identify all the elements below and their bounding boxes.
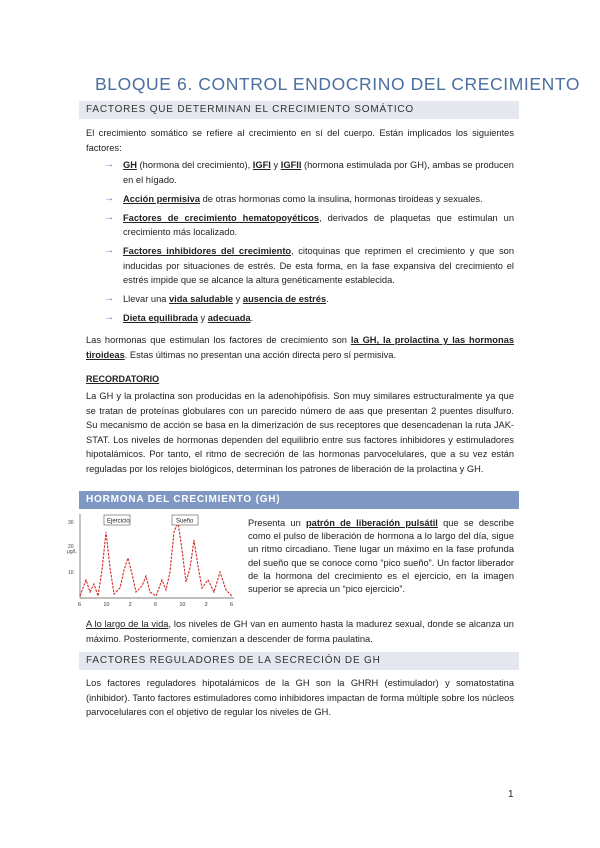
- arrow-right-icon: →: [104, 293, 114, 304]
- x-tick-label: 10: [179, 602, 186, 608]
- arrow-right-icon: →: [104, 192, 114, 204]
- hormones-paragraph: Las hormonas que estimulan los factores de crecimiento son la GH, la prolactina y las hormonas tiroideas. Estas últimas no presentan una acción directa pero sí permisiva.: [86, 335, 514, 360]
- recordatorio-paragraph: La GH y la prolactina son producidas en la adenohipófisis. Son muy similares estructuralmente ya que se tratan de proteínas globulares con un parecido número de aas que presentan 2 puentes disulfuro. Su mecanismo de acción se basa en la dimerización de sus receptores que desencadenan la ruta JAK-STAT. Los niveles de hormonas dependen del equilibrio entre sus factores inhibidores y estimuladores hipotalámicos. Por tanto, el ritmo de secreción de las hormonas parvocelulares, que a su vez están reguladas por los relojes biológicos, determinan los patrones de liberación de la prolactina y GH.: [86, 391, 514, 474]
- list-item: → Dieta equilibrada y adecuada.: [104, 311, 514, 326]
- factors-list: [104, 158, 514, 330]
- list-item: → Factores inhibidores del crecimiento, citoquinas que reprimen el crecimiento y que son inducidas por situaciones de estrés. De esta forma, en la fase expansiva del crecimiento el estrés impide que se alcance la altura genéticamente establecida.: [104, 245, 514, 285]
- section-heading-gh: HORMONA DEL CRECIMIENTO (GH): [79, 491, 519, 509]
- x-tick-label: 2: [128, 602, 132, 608]
- arrow-right-icon: →: [104, 159, 114, 170]
- annotation-sueno: Sueño: [176, 518, 194, 525]
- section-heading-factores: FACTORES QUE DETERMINAN EL CRECIMIENTO SOMÁTICO: [79, 101, 519, 119]
- list-item: → Acción permisiva de otras hormonas como la insulina, hormonas tiroideas y sexuales.: [104, 192, 514, 207]
- x-tick-label: 6: [230, 602, 234, 608]
- arrow-right-icon: →: [104, 312, 114, 323]
- x-tick-label: 6: [154, 602, 158, 608]
- y-ticks: [68, 520, 74, 576]
- y-axis-label: μg/L: [67, 549, 77, 555]
- gh-secretion-chart: [66, 510, 239, 618]
- page-title: BLOQUE 6. CONTROL ENDOCRINO DEL CRECIMIENTO: [95, 74, 581, 94]
- gh-paragraph: Presenta un patrón de liberación pulsátil que se describe como el pulso de liberación de hormona a lo largo del día, sigue un ritmo circadiano. Tiene lugar un máximo en la fase profunda del sueño que se conoce como “pico sueño”. Un factor liberador de la hormona del crecimiento es el ejercicio, en la imagen superior se aprecia un “pico ejercicio”.: [248, 518, 514, 595]
- gh-series-line: [80, 522, 232, 596]
- list-item: → Llevar una vida saludable y ausencia de estrés.: [104, 292, 514, 307]
- x-ticks: [78, 602, 233, 608]
- list-item: → GH (hormona del crecimiento), IGFI y IGFII (hormona estimulada por GH), ambas se producen en el hígado.: [104, 159, 514, 185]
- recordatorio-label: RECORDATORIO: [86, 374, 160, 384]
- x-tick-label: 6: [78, 602, 82, 608]
- y-tick-label: 20: [68, 544, 74, 550]
- annotation-ejercicio: Ejercicio: [107, 518, 130, 525]
- x-tick-label: 10: [103, 602, 110, 608]
- section-heading-reguladores: FACTORES REGULADORES DE LA SECRECIÓN DE GH: [79, 652, 519, 670]
- list-item: → Factores de crecimiento hematopoyéticos, derivados de plaquetas que estimulan un crecimiento más localizado.: [104, 211, 515, 237]
- page-number: 1: [508, 789, 514, 800]
- chart-axes: [80, 514, 234, 598]
- x-tick-label: 2: [204, 602, 208, 608]
- arrow-right-icon: →: [104, 245, 114, 256]
- arrow-right-icon: →: [104, 211, 114, 223]
- reguladores-paragraph: Los factores reguladores hipotalámicos de la GH son la GHRH (estimulador) y somatostatina (inhibidor). Tanto factores estimuladores como inhibidores impactan de forma múltiple sobre los núcleos parvocelulares con el objetivo de regular los niveles de GH.: [86, 678, 514, 717]
- intro-paragraph: El crecimiento somático se refiere al crecimiento en sí del cuerpo. Están implicados los siguientes factores:: [86, 128, 514, 153]
- lifespan-paragraph: A lo largo de la vida, los niveles de GH van en aumento hasta la madurez sexual, donde se alcanza un máximo. Posteriormente, comienzan a descender de forma paulatina.: [86, 619, 514, 644]
- y-tick-label: 10: [68, 570, 74, 576]
- y-tick-label: 30: [68, 520, 74, 526]
